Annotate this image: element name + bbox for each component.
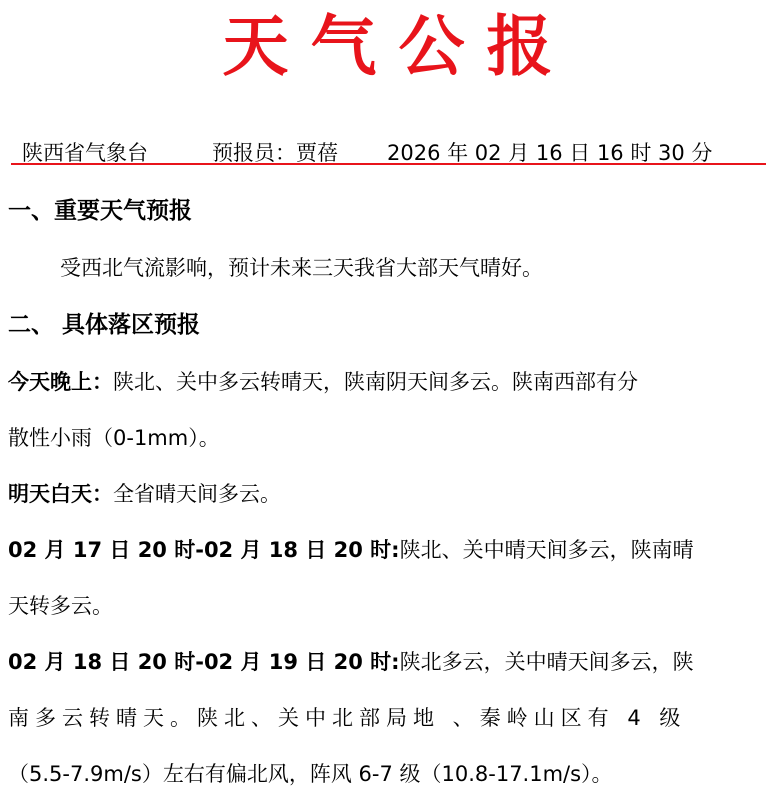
tonight-forecast-line1 [8,362,768,402]
tomorrow-forecast [8,474,768,514]
period1-forecast-line2: 天转多云。 [8,594,113,618]
period1-forecast-line1 [8,530,768,570]
header-divider [11,163,766,165]
period2-text: 陕北多云，关中晴天间多云，陕 [399,650,694,674]
tonight-label: 今天晚上： [8,370,113,394]
tonight-text: 陕北、关中多云转晴天，陕南阴天间多云。陕南西部有分 [113,370,638,394]
forecaster-name: 预报员：贾蓓 [212,141,338,165]
tomorrow-text: 全省晴天间多云。 [113,482,281,506]
section-important-text: 受西北气流影响，预计未来三天我省大部天气晴好。 [60,256,543,280]
period2-label: 02 月 18 日 20 时-02 月 19 日 20 时: [8,650,400,674]
period2-forecast-line1 [8,642,768,682]
issue-datetime: 2026 年 02 月 16 日 16 时 30 分 [387,141,713,165]
period2-forecast-line3: （5.5-7.9m/s）左右有偏北风，阵风 6-7 级（10.8-17.1m/s）。 [8,762,613,786]
section-area-heading: 二、 具体落区预报 [8,312,201,338]
section-important-heading: 一、重要天气预报 [8,198,192,224]
tonight-forecast-line2: 散性小雨（0-1mm）。 [8,426,220,450]
bulletin-header [22,135,762,171]
bulletin-title: 天气公报 [222,8,575,85]
issuing-office: 陕西省气象台 [22,141,148,165]
period2-forecast-line2: 南多云转晴天。陕北、关中北部局地 、秦岭山区有 4 级 [8,706,687,730]
period1-text: 陕北、关中晴天间多云，陕南晴 [399,538,694,562]
tomorrow-label: 明天白天： [8,482,113,506]
period1-label: 02 月 17 日 20 时-02 月 18 日 20 时: [8,538,400,562]
